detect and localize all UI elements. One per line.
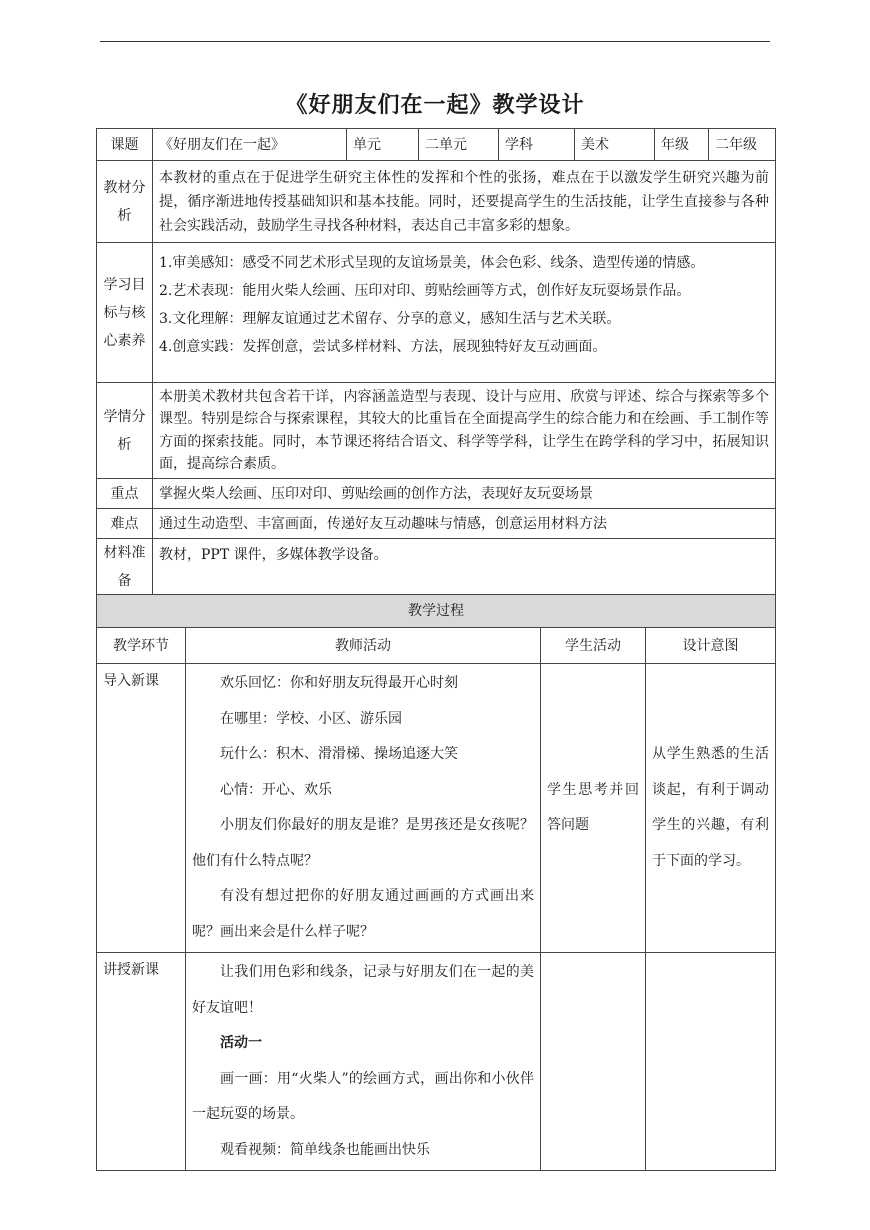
teacher-line: 玩什么：积木、滑滑梯、操场追逐大笑 — [220, 746, 458, 762]
difficulty-row — [97, 509, 776, 539]
teacher-line: 有没有想过把你的好朋友通过画画的方式画出来呢？画出来会是什么样子呢？ — [192, 888, 534, 940]
objective-item: 1.审美感知：感受不同艺术形式呈现的友谊场景美，体会色彩、线条、造型传递的情感。 — [159, 255, 705, 271]
activity-heading: 活动一 — [220, 1035, 262, 1051]
student-analysis-label: 学情分析 — [97, 383, 153, 479]
column-header-student: 学生活动 — [541, 628, 646, 664]
materials-row — [97, 539, 776, 596]
objective-item: 4.创意实践：发挥创意，尝试多样材料、方法，展现独特好友互动画面。 — [159, 339, 607, 355]
teacher-line: 让我们用色彩和线条，记录与好朋友们在一起的美好友谊吧！ — [192, 964, 534, 1016]
teacher-line: 欢乐回忆：你和好朋友玩得最开心时刻 — [220, 675, 458, 691]
objectives-row — [97, 243, 776, 383]
teacher-activity — [186, 664, 541, 953]
column-header-intent: 设计意图 — [646, 628, 776, 664]
info-table — [96, 128, 776, 596]
difficulty-text: 通过生动造型、丰富画面，传递好友互动趣味与情感，创意运用材料方法 — [153, 509, 776, 539]
process-heading: 教学过程 — [97, 595, 776, 628]
unit-value: 二单元 — [419, 129, 499, 161]
objectives-list — [153, 243, 776, 383]
document-title: 《好朋友们在一起》教学设计 — [285, 92, 585, 118]
student-activity: 学生思考并回答问题 — [541, 664, 646, 953]
teacher-line: 心情：开心、欢乐 — [220, 781, 332, 798]
difficulty-label: 难点 — [97, 509, 153, 539]
teacher-line: 在哪里：学校、小区、游乐园 — [220, 710, 402, 727]
objective-item: 3.文化理解：理解友谊通过艺术留存、分享的意义，感知生活与艺术关联。 — [159, 311, 621, 327]
teacher-line: 画一画：用“火柴人”的绘画方式，画出你和小伙伴一起玩耍的场景。 — [192, 1070, 534, 1122]
topic-label: 课题 — [97, 129, 153, 161]
teacher-activity — [186, 953, 541, 1171]
info-row — [97, 129, 776, 161]
materials-text: 教材，PPT 课件，多媒体教学设备。 — [153, 539, 776, 596]
process-header-row — [97, 628, 776, 664]
design-intent — [646, 953, 776, 1171]
key-point-row — [97, 479, 776, 509]
process-table — [96, 594, 776, 1171]
teacher-line: 小朋友们你最好的朋友是谁？是男孩还是女孩呢？他们有什么特点呢？ — [192, 817, 534, 869]
process-row-teaching — [97, 953, 776, 1171]
unit-label: 单元 — [347, 129, 419, 161]
header-rule — [100, 41, 770, 42]
key-point-text: 掌握火柴人绘画、压印对印、剪贴绘画的创作方法，表现好友玩耍场景 — [153, 479, 776, 509]
student-analysis-row — [97, 383, 776, 479]
key-point-label: 重点 — [97, 479, 153, 509]
column-header-teacher: 教师活动 — [186, 628, 541, 664]
material-analysis-label: 教材分析 — [97, 161, 153, 243]
student-analysis-text: 本册美术教材共包含若干详，内容涵盖造型与表现、设计与应用、欣赏与评述、综合与探索等多个课型。特别是综合与探索课程，其较大的比重旨在全面提高学生的综合能力和在绘画、手工制作等方面的探索技能。同时，本节课还将结合语文、科学等学科，让学生在跨学科的学习中，拓展知识面，提高综合素质。 — [153, 383, 776, 479]
stage-label: 导入新课 — [97, 664, 186, 953]
subject-value: 美术 — [575, 129, 655, 161]
subject-label: 学科 — [499, 129, 575, 161]
grade-value: 二年级 — [709, 129, 776, 161]
stage-label: 讲授新课 — [97, 953, 186, 1171]
topic-value: 《好朋友们在一起》 — [153, 129, 347, 161]
grade-label: 年级 — [655, 129, 709, 161]
material-analysis-row — [97, 161, 776, 243]
column-header-stage: 教学环节 — [97, 628, 186, 664]
objective-item: 2.艺术表现：能用火柴人绘画、压印对印、剪贴绘画等方式，创作好友玩耍场景作品。 — [159, 283, 691, 299]
design-intent: 从学生熟悉的生活谈起，有利于调动学生的兴趣，有利于下面的学习。 — [646, 664, 776, 953]
material-analysis-text: 本教材的重点在于促进学生研究主体性的发挥和个性的张扬，难点在于以激发学生研究兴趣为前提，循序渐进地传授基础知识和基本技能。同时，还要提高学生的生活技能，让学生直接参与各种社会实践活动，鼓励学生寻找各种材料，表达自己丰富多彩的想象。 — [153, 161, 776, 243]
process-heading-row — [97, 595, 776, 628]
process-row-intro — [97, 664, 776, 953]
teacher-line: 观看视频：简单线条也能画出快乐 — [220, 1141, 430, 1158]
materials-label: 材料准备 — [97, 539, 153, 596]
student-activity — [541, 953, 646, 1171]
objectives-label: 学习目标与核心素养 — [97, 243, 153, 383]
